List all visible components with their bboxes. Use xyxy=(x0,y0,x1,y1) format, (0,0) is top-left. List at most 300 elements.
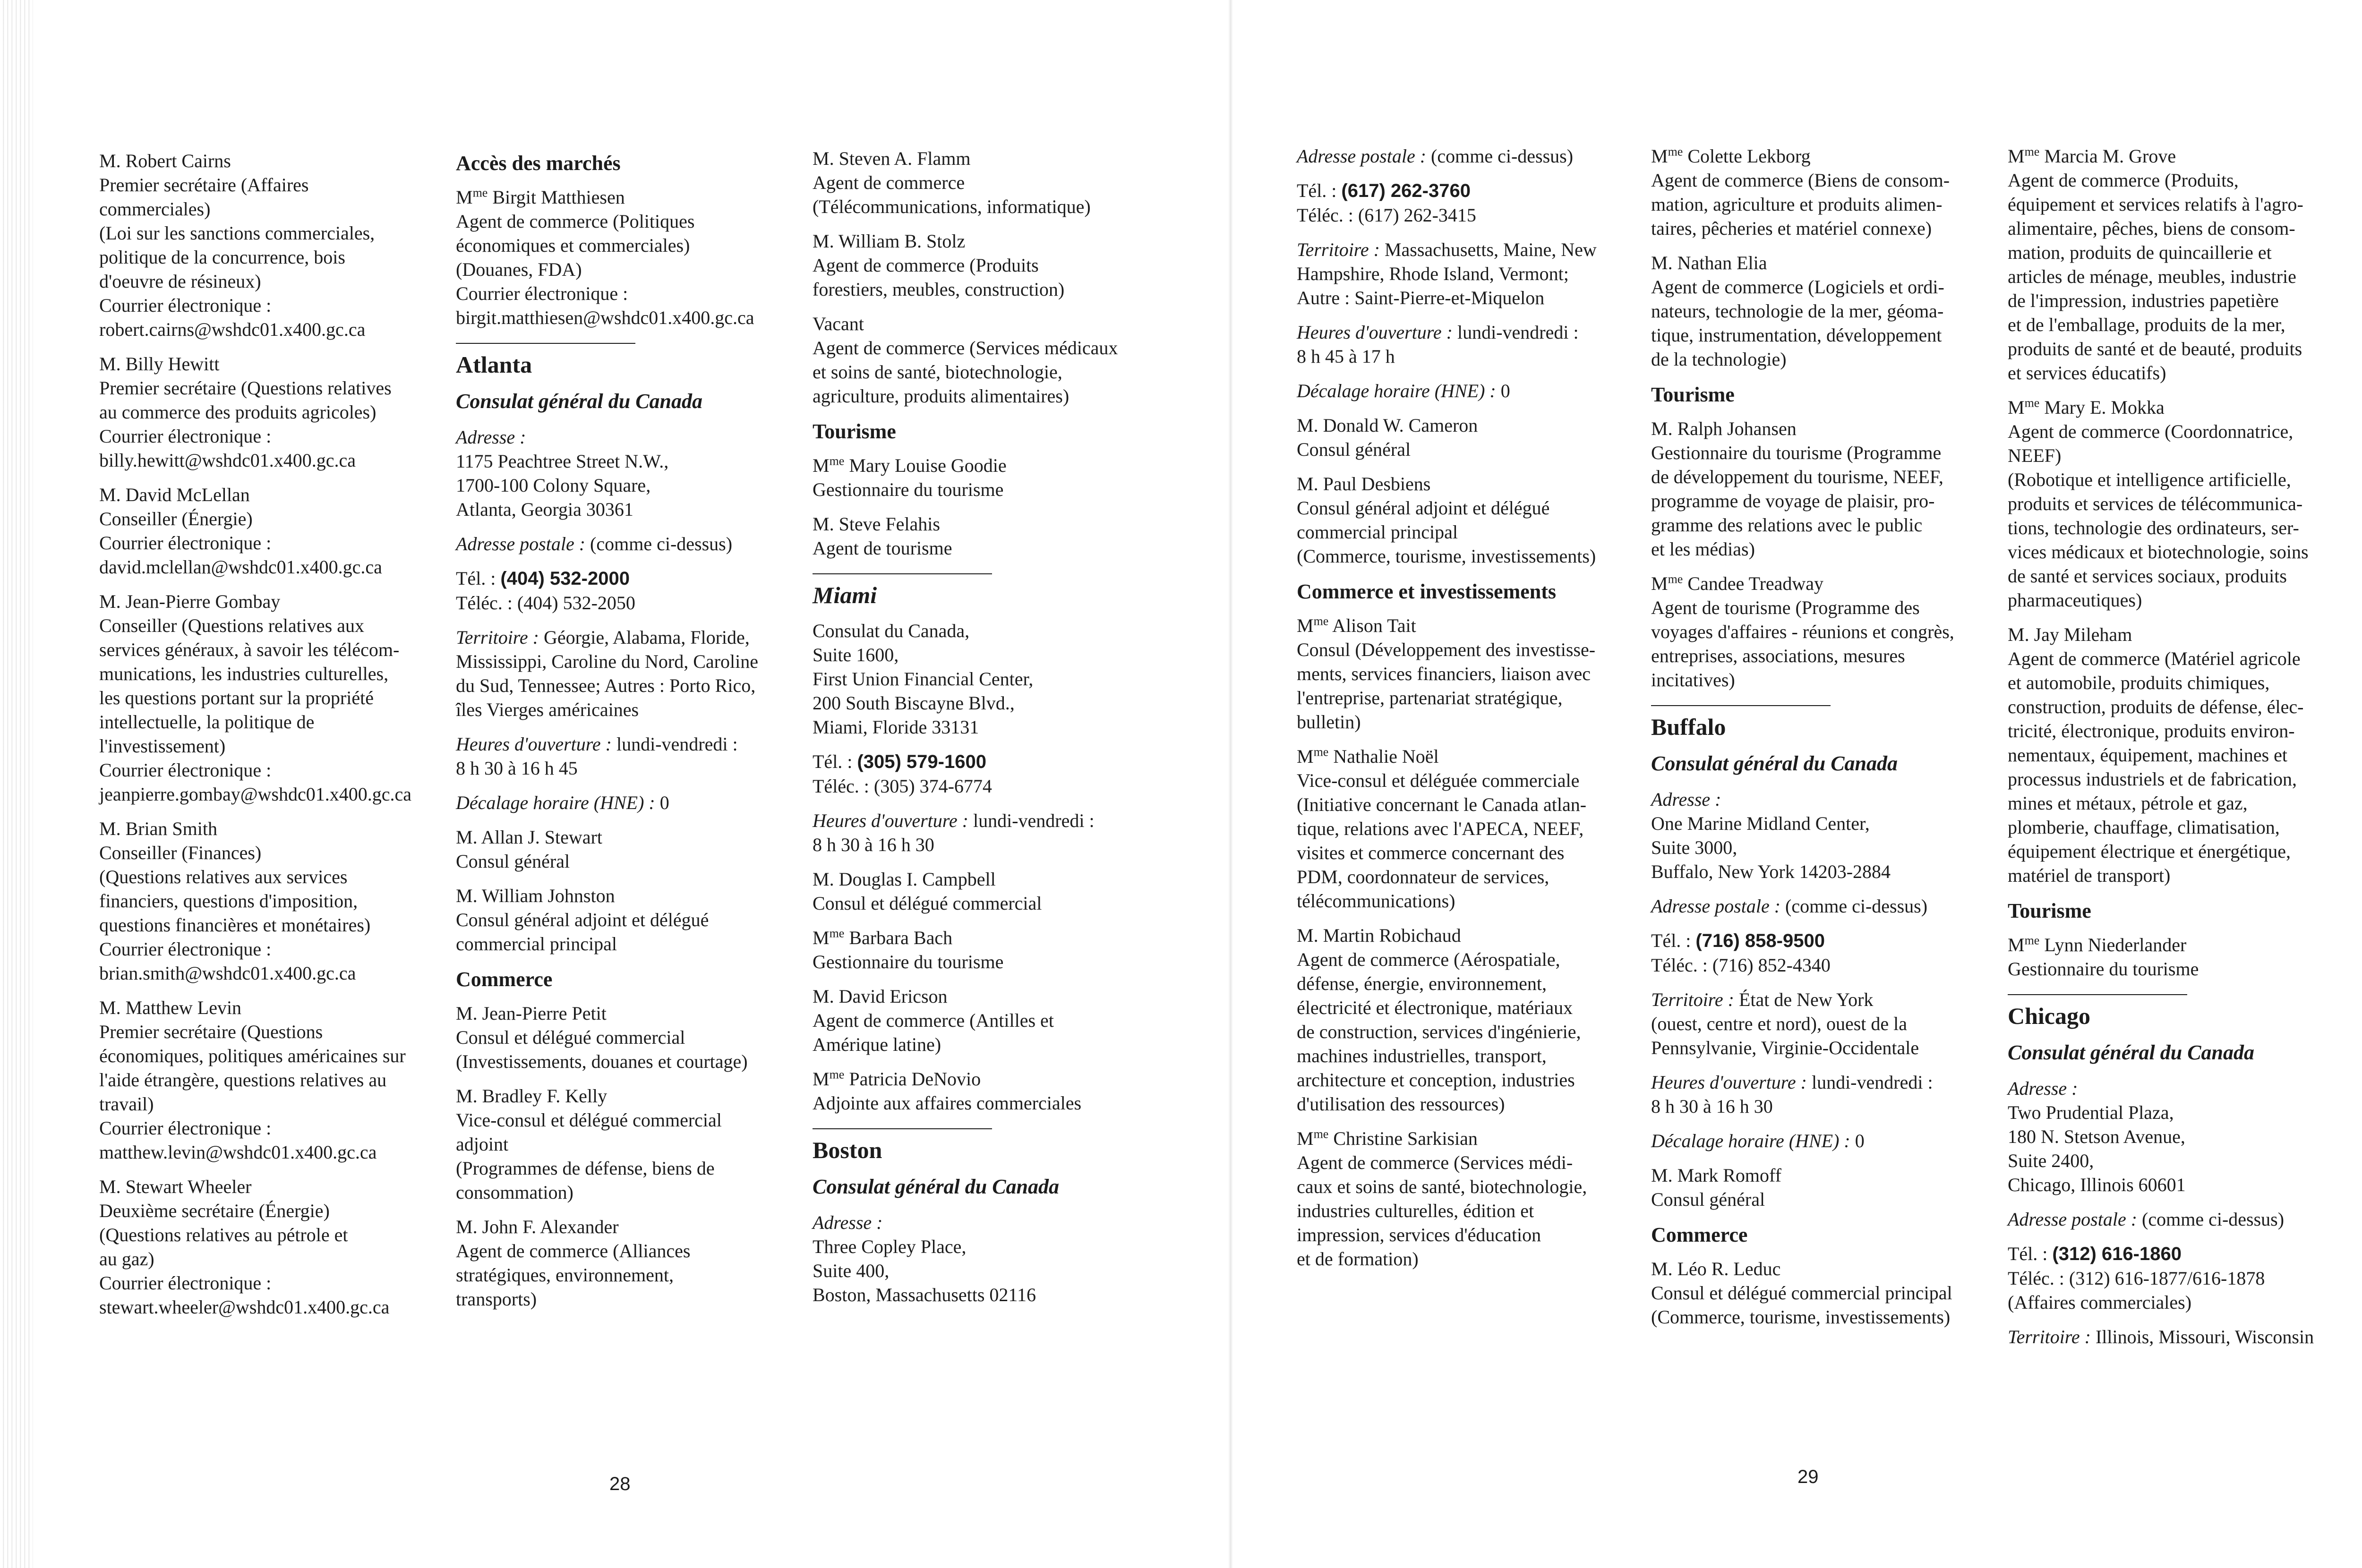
name-text: M. Martin Robichaud xyxy=(1297,925,1461,946)
tz-label: Décalage horaire (HNE) : xyxy=(456,792,655,813)
postal-value: (comme ci-dessus) xyxy=(2137,1209,2285,1230)
list-item xyxy=(99,483,439,579)
postal-label: Adresse postale : xyxy=(1297,145,1427,167)
territory-first-line: Géorgie, Alabama, Floride, xyxy=(539,627,750,648)
list-item xyxy=(1651,1257,1991,1329)
hours-value: lundi-vendredi : xyxy=(968,810,1095,831)
list-item xyxy=(456,884,796,956)
text-line: incitatives) xyxy=(1651,669,1735,690)
title-sup: me xyxy=(829,454,845,468)
hours-value: lundi-vendredi : xyxy=(1806,1072,1933,1093)
text-line: Consulat du Canada, xyxy=(813,620,970,641)
text-line: Gestionnaire du tourisme (Programme xyxy=(1651,442,1942,463)
text-line: de construction, services d'ingénierie, xyxy=(1297,1021,1581,1042)
text-line: Courrier électronique : xyxy=(99,1117,272,1139)
list-item xyxy=(1297,614,1637,734)
left-page-column-2 xyxy=(456,150,796,1321)
text-line: Agent de commerce (Alliances xyxy=(456,1240,691,1261)
territory-block xyxy=(456,625,796,722)
text-line: matériel de transport) xyxy=(2008,865,2171,886)
list-item xyxy=(813,926,1153,974)
person-name xyxy=(2008,933,2348,957)
text-line: Courrier électronique : xyxy=(99,759,272,781)
list-item xyxy=(813,453,1153,502)
address-lines xyxy=(813,1235,1153,1307)
tz-value: 0 xyxy=(1850,1130,1865,1151)
staff-list xyxy=(1651,1163,1991,1211)
text-line: tique, relations avec l'APECA, NEEF, xyxy=(1297,818,1584,839)
text-line: et automobile, produits chimiques, xyxy=(2008,672,2270,693)
text-line: Premier secrétaire (Questions relatives xyxy=(99,377,392,399)
text-line: Pennsylvanie, Virginie-Occidentale xyxy=(1651,1037,1919,1058)
address-lines xyxy=(813,619,1153,739)
text-line: financiers, questions d'imposition, xyxy=(99,890,358,912)
text-line: et de l'emballage, produits de la mer, xyxy=(2008,314,2285,335)
name-text: M. Steve Felahis xyxy=(813,513,940,535)
text-line: Suite 2400, xyxy=(2008,1150,2094,1171)
book-gutter xyxy=(1228,0,1233,1568)
text-line: birgit.matthiesen@wshdc01.x400.gc.ca xyxy=(456,307,754,328)
text-line: Consul général adjoint et délégué xyxy=(456,909,709,930)
text-line: M. Jean-Pierre Gombay xyxy=(99,591,281,612)
consulate-heading: Consulat général du Canada xyxy=(456,390,703,413)
text-line: munications, les industries culturelles, xyxy=(99,663,389,684)
text-line: vices médicaux et biotechnologie, soins xyxy=(2008,541,2309,562)
text-line: Autre : Saint-Pierre-et-Miquelon xyxy=(1297,287,1545,308)
text-line: Mississippi, Caroline du Nord, Caroline xyxy=(456,651,758,672)
text-line: travail) xyxy=(99,1093,154,1115)
text-line: Agent de commerce (Biens de consom- xyxy=(1651,170,1950,191)
text-line: M. Allan J. Stewart xyxy=(456,827,602,848)
text-line: îles Vierges américaines xyxy=(456,699,639,720)
person-name xyxy=(1297,1126,1637,1150)
text-line: entreprises, associations, mesures xyxy=(1651,645,1905,666)
hours-block xyxy=(1651,1070,1991,1118)
list-item xyxy=(2008,395,2348,612)
page-number: 28 xyxy=(609,1474,631,1494)
contact-block xyxy=(456,566,796,615)
title: M xyxy=(1651,145,1668,167)
text-line: commerciales) xyxy=(99,198,211,220)
text-line: Consul général adjoint et délégué xyxy=(1297,497,1550,519)
address-block xyxy=(1651,787,1991,884)
text-line: Consul général xyxy=(1297,439,1411,460)
text-line: Vacant xyxy=(813,313,864,334)
title-sup: me xyxy=(829,1067,845,1082)
text-line: et services éducatifs) xyxy=(2008,362,2166,383)
person-name xyxy=(1297,614,1637,638)
address-label: Adresse : xyxy=(1651,789,1721,810)
text-line: Consul et délégué commercial principal xyxy=(1651,1282,1952,1304)
right-page-column-1 xyxy=(1297,144,1637,1281)
person-name xyxy=(1651,144,1991,168)
person-name xyxy=(813,926,1153,950)
tel-label: Tél. : xyxy=(813,751,857,772)
consulate-heading: Consulat général du Canada xyxy=(813,1175,1060,1198)
text-line: architecture et conception, industries xyxy=(1297,1069,1575,1091)
text-line: Suite 1600, xyxy=(813,644,899,665)
fax-line: Téléc. : (404) 532-2050 xyxy=(456,592,635,614)
text-line: tique, instrumentation, développement xyxy=(1651,324,1942,346)
text-line: M. Matthew Levin xyxy=(99,997,242,1018)
tz-value: 0 xyxy=(1496,380,1510,401)
tel-value: (404) 532-2000 xyxy=(500,568,630,589)
text-line: M. Léo R. Leduc xyxy=(1651,1258,1781,1279)
territory-lines xyxy=(456,649,796,722)
text-line: One Marine Midland Center, xyxy=(1651,813,1870,834)
text-line: 1175 Peachtree Street N.W., xyxy=(456,451,669,472)
text-line: mation, agriculture et produits alimen- xyxy=(1651,194,1943,215)
text-line: M. William Johnston xyxy=(456,885,615,906)
text-line: Gestionnaire du tourisme xyxy=(813,479,1004,500)
name-text: M. David Ericson xyxy=(813,986,948,1007)
title: M xyxy=(456,187,473,208)
section-rule xyxy=(813,573,992,574)
text-line: Buffalo, New York 14203-2884 xyxy=(1651,861,1891,882)
section-heading-access: Accès des marchés xyxy=(456,152,621,175)
list-item xyxy=(1651,251,1991,371)
text-line: M. John F. Alexander xyxy=(456,1216,619,1237)
text-line: alimentaire, pêches, biens de consom- xyxy=(2008,218,2295,239)
city-heading-miami: Miami xyxy=(813,582,877,608)
text-line: pharmaceutiques) xyxy=(2008,589,2142,611)
section-heading-commerce: Commerce xyxy=(456,968,553,991)
title: M xyxy=(1297,746,1314,767)
address-lines xyxy=(2008,1100,2348,1197)
tel-label: Tél. : xyxy=(456,568,501,589)
commerce-list xyxy=(456,1001,796,1311)
section-rule xyxy=(1651,705,1831,706)
hours-label: Heures d'ouverture : xyxy=(456,733,612,755)
territory-block xyxy=(1297,238,1637,310)
list-item xyxy=(99,589,439,806)
text-line: questions financières et monétaires) xyxy=(99,914,371,936)
list-item xyxy=(99,149,439,341)
person-name xyxy=(1297,744,1637,768)
hours-times: 8 h 30 à 16 h 30 xyxy=(1651,1096,1773,1117)
text-line: M. Donald W. Cameron xyxy=(1297,415,1478,436)
text-line: (Initiative concernant le Canada atlan- xyxy=(1297,794,1587,815)
list-item xyxy=(813,312,1153,408)
address-label: Adresse : xyxy=(813,1212,883,1233)
text-line: agriculture, produits alimentaires) xyxy=(813,385,1070,407)
postal-value: (comme ci-dessus) xyxy=(1426,145,1574,167)
text-line: M. Billy Hewitt xyxy=(99,353,220,375)
person-name xyxy=(1651,571,1991,596)
text-line: Deuxième secrétaire (Énergie) xyxy=(99,1200,330,1221)
title: M xyxy=(813,927,830,948)
text-line: Courrier électronique : xyxy=(99,532,272,554)
text-line: M. Mark Romoff xyxy=(1651,1165,1781,1186)
tel-label: Tél. : xyxy=(2008,1243,2053,1264)
text-line: 180 N. Stetson Avenue, xyxy=(2008,1126,2185,1147)
postal-value: (comme ci-dessus) xyxy=(585,533,733,554)
city-heading-atlanta: Atlanta xyxy=(456,351,532,378)
title-sup: me xyxy=(1313,745,1329,759)
list-item xyxy=(1297,1126,1637,1271)
list-item xyxy=(813,867,1153,915)
hours-block xyxy=(456,732,796,780)
text-line: taires, pêcheries et matériel connexe) xyxy=(1651,218,1932,239)
text-line: Agent de commerce (Matériel agricole xyxy=(2008,648,2301,669)
text-line: Three Copley Place, xyxy=(813,1236,967,1257)
text-line: de la technologie) xyxy=(1651,349,1787,370)
text-line: (Commerce, tourisme, investissements) xyxy=(1297,545,1596,567)
address-block xyxy=(2008,1076,2348,1197)
text-line: Courrier électronique : xyxy=(99,938,272,960)
name-text: Mary E. Mokka xyxy=(2039,397,2165,418)
tz-value: 0 xyxy=(655,792,669,813)
title-sup: me xyxy=(2024,396,2040,410)
text-line: Agent de commerce (Politiques xyxy=(456,211,695,232)
text-line: intellectuelle, la politique de xyxy=(99,711,315,733)
person-name xyxy=(813,512,1153,536)
commerce-list xyxy=(1651,1257,1991,1329)
staff-list xyxy=(813,867,1153,1115)
text-line: (ouest, centre et nord), ouest de la xyxy=(1651,1013,1908,1034)
postal-label: Adresse postale : xyxy=(2008,1209,2138,1230)
text-line: l'aide étrangère, questions relatives au xyxy=(99,1069,387,1091)
name-text: M. Nathan Elia xyxy=(1651,252,1767,273)
territory-first-line: Massachusetts, Maine, New xyxy=(1379,239,1597,260)
text-line: Agent de commerce (Logiciels et ordi- xyxy=(1651,276,1944,298)
section-rule xyxy=(813,1128,992,1129)
text-line: M. Steven A. Flamm xyxy=(813,148,971,169)
tel-value: (617) 262-3760 xyxy=(1341,180,1471,201)
text-line: d'utilisation des ressources) xyxy=(1297,1093,1505,1115)
person-name xyxy=(2008,144,2348,168)
text-line: politique de la concurrence, bois xyxy=(99,247,345,268)
text-line: au commerce des produits agricoles) xyxy=(99,401,377,423)
list-item xyxy=(1297,744,1637,913)
text-line: et de formation) xyxy=(1297,1248,1419,1270)
text-line: brian.smith@wshdc01.x400.gc.ca xyxy=(99,963,356,984)
section-heading-commerce: Commerce xyxy=(1651,1223,1748,1246)
text-line: Amérique latine) xyxy=(813,1034,941,1055)
territory-lines xyxy=(1651,1012,1991,1060)
text-line: économiques, politiques américaines sur xyxy=(99,1045,406,1066)
list-item xyxy=(456,1215,796,1311)
text-line: PDM, coordonnateur de services, xyxy=(1297,866,1549,887)
text-line: billy.hewitt@wshdc01.x400.gc.ca xyxy=(99,450,356,471)
text-line: (Douanes, FDA) xyxy=(456,259,582,280)
section-heading-commerce-investments: Commerce et investissements xyxy=(1297,580,1557,603)
person-name xyxy=(1297,923,1637,947)
postal-address xyxy=(1297,144,1637,168)
text-line: Boston, Massachusetts 02116 xyxy=(813,1284,1036,1305)
text-line: voyages d'affaires - réunions et congrès, xyxy=(1651,621,1954,642)
text-line: M. Bradley F. Kelly xyxy=(456,1085,608,1107)
text-line: M. Stewart Wheeler xyxy=(99,1176,252,1197)
text-line: construction, produits de défense, élec- xyxy=(2008,696,2304,717)
postal-address xyxy=(456,532,796,556)
text-line: économiques et commerciales) xyxy=(456,235,690,256)
text-line: M. Paul Desbiens xyxy=(1297,473,1431,494)
name-text: Nathalie Noël xyxy=(1328,746,1439,767)
text-line: Agent de tourisme (Programme des xyxy=(1651,597,1920,618)
text-line: processus industriels et de fabrication, xyxy=(2008,768,2297,790)
fax-line: Téléc. : (617) 262-3415 xyxy=(1297,205,1476,226)
text-line: nateurs, technologie de la mer, géoma- xyxy=(1651,300,1944,322)
territory-lines xyxy=(1297,262,1637,310)
consulate-heading: Consulat général du Canada xyxy=(2008,1041,2255,1064)
text-line: l'investissement) xyxy=(99,735,226,757)
list-item xyxy=(2008,622,2348,887)
address-lines xyxy=(1651,811,1991,884)
text-line: les questions portant sur la propriété xyxy=(99,687,374,708)
text-line: articles de ménage, meubles, industrie xyxy=(2008,266,2296,287)
text-line: Agent de commerce (Aérospatiale, xyxy=(1297,949,1560,970)
section-heading-tourism: Tourisme xyxy=(1651,383,1735,406)
list-item xyxy=(99,996,439,1164)
fax-line: Téléc. : (312) 616-1877/616-1878 xyxy=(2008,1268,2265,1289)
fax-line: Téléc. : (716) 852-4340 xyxy=(1651,954,1831,976)
staff-list xyxy=(456,825,796,956)
text-line: d'oeuvre de résineux) xyxy=(99,271,261,292)
territory-block xyxy=(2008,1325,2348,1349)
text-line: Atlanta, Georgia 30361 xyxy=(456,499,633,520)
postal-address xyxy=(1651,894,1991,918)
text-line: de santé et services sociaux, produits xyxy=(2008,565,2287,587)
list-item xyxy=(456,1001,796,1074)
text-line: Agent de commerce (Antilles et xyxy=(813,1010,1054,1031)
text-line: stratégiques, environnement, xyxy=(456,1264,674,1286)
timezone-line xyxy=(1651,1129,1991,1153)
section-rule xyxy=(2008,994,2187,995)
text-line: M. Brian Smith xyxy=(99,818,218,839)
person-name xyxy=(813,984,1153,1008)
name-text: Lynn Niederlander xyxy=(2039,934,2187,955)
staff-list xyxy=(1297,413,1637,568)
territory-label: Territoire : xyxy=(456,627,539,648)
text-line: mation, produits de quincaillerie et xyxy=(2008,242,2272,263)
hours-value: lundi-vendredi : xyxy=(611,733,738,755)
text-line: (Questions relatives aux services xyxy=(99,866,348,887)
text-line: machines industrielles, transport, xyxy=(1297,1045,1547,1066)
tel-label: Tél. : xyxy=(1297,180,1342,201)
list-item xyxy=(2008,933,2348,981)
fax-note: (Affaires commerciales) xyxy=(2008,1292,2192,1313)
text-line: Suite 400, xyxy=(813,1260,890,1281)
title: M xyxy=(813,455,830,476)
name-text: Mary Louise Goodie xyxy=(844,455,1007,476)
list-item xyxy=(99,1175,439,1319)
tourism-list xyxy=(2008,933,2348,981)
text-line: produits de santé et de beauté, produits xyxy=(2008,338,2302,359)
list-item xyxy=(1297,413,1637,461)
text-line: mines et métaux, pétrole et gaz, xyxy=(2008,793,2248,814)
text-line: jeanpierre.gombay@wshdc01.x400.gc.ca xyxy=(99,784,412,805)
tz-label: Décalage horaire (HNE) : xyxy=(1651,1130,1850,1151)
city-heading-buffalo: Buffalo xyxy=(1651,714,1726,740)
address-block xyxy=(813,1210,1153,1307)
contact-block xyxy=(1651,929,1991,977)
person-name xyxy=(813,1067,1153,1091)
left-page-column-1 xyxy=(99,149,439,1329)
text-line: industries culturelles, édition et xyxy=(1297,1200,1534,1221)
title: M xyxy=(2008,934,2025,955)
contact-block xyxy=(813,750,1153,798)
text-line: impression, services d'éducation xyxy=(1297,1224,1541,1245)
text-line: Conseiller (Questions relatives aux xyxy=(99,615,364,636)
territory-label: Territoire : xyxy=(1297,239,1380,260)
left-page-column-3 xyxy=(813,146,1153,1317)
territory-first-line: État de New York xyxy=(1734,989,1874,1010)
staff-list xyxy=(2008,144,2348,887)
text-line: caux et soins de santé, biotechnologie, xyxy=(1297,1176,1587,1197)
text-line: Miami, Floride 33131 xyxy=(813,716,979,738)
name-text: Candee Treadway xyxy=(1683,573,1824,594)
text-line: 200 South Biscayne Blvd., xyxy=(813,692,1015,714)
section-rule xyxy=(456,343,635,344)
text-line: services généraux, à savoir les télécom- xyxy=(99,639,400,660)
timezone-line xyxy=(456,791,796,815)
text-line: commercial principal xyxy=(456,933,617,954)
text-line: Consul général xyxy=(1651,1189,1765,1210)
text-line: Adjointe aux affaires commerciales xyxy=(813,1092,1082,1114)
title: M xyxy=(2008,145,2025,167)
text-line: plomberie, chauffage, climatisation, xyxy=(2008,817,2280,838)
text-line: Agent de commerce xyxy=(813,172,965,193)
text-line: Agent de commerce (Produits xyxy=(813,255,1039,276)
text-line: Vice-consul et délégué commercial xyxy=(456,1109,722,1131)
text-line: M. Robert Cairns xyxy=(99,150,231,171)
text-line: visites et commerce concernant des xyxy=(1297,842,1565,863)
title-sup: me xyxy=(1313,1127,1329,1141)
title: M xyxy=(1297,615,1314,636)
text-line: de l'impression, industries papetière xyxy=(2008,290,2279,311)
address-label: Adresse : xyxy=(456,426,526,448)
text-line: bulletin) xyxy=(1297,711,1361,733)
hours-label: Heures d'ouverture : xyxy=(813,810,968,831)
tel-value: (716) 858-9500 xyxy=(1695,930,1825,951)
text-line: de développement du tourisme, NEEF, xyxy=(1651,466,1943,487)
list-item xyxy=(813,512,1153,560)
person-name xyxy=(1651,251,1991,275)
text-line: programme de voyage de plaisir, pro- xyxy=(1651,490,1935,511)
page-number: 29 xyxy=(1797,1466,1819,1487)
person-name xyxy=(1651,417,1991,441)
hours-block xyxy=(1297,320,1637,368)
text-line: NEEF) xyxy=(2008,445,2062,466)
text-line: transports) xyxy=(456,1288,537,1310)
person-name: Birgit Matthiesen xyxy=(488,187,625,208)
text-line: Consul et délégué commercial xyxy=(456,1027,685,1048)
text-line: Conseiller (Finances) xyxy=(99,842,262,863)
title-sup: me xyxy=(1313,614,1329,628)
text-line: et soins de santé, biotechnologie, xyxy=(813,361,1062,383)
tourism-list xyxy=(1651,417,1991,692)
text-line: Agent de tourisme xyxy=(813,537,952,559)
title-sup: me xyxy=(2024,933,2040,947)
text-line: du Sud, Tennessee; Autres : Porto Rico, xyxy=(456,675,756,696)
title-sup: me xyxy=(829,926,845,940)
text-line: au gaz) xyxy=(99,1248,154,1270)
text-line: M. Jean-Pierre Petit xyxy=(456,1003,607,1024)
list-item xyxy=(456,1084,796,1204)
text-line: télécommunications) xyxy=(1297,890,1455,912)
territory-block xyxy=(1651,988,1991,1060)
text-line: (Investissements, douanes et courtage) xyxy=(456,1051,748,1072)
text-line: l'entreprise, partenariat stratégique, xyxy=(1297,687,1563,708)
name-text: M. Douglas I. Campbell xyxy=(813,869,996,890)
text-line: gramme des relations avec le public xyxy=(1651,514,1923,536)
text-line: Suite 3000, xyxy=(1651,837,1737,858)
text-line: Consul général xyxy=(456,851,570,872)
text-line: First Union Financial Center, xyxy=(813,668,1034,690)
person-name xyxy=(813,453,1153,477)
staff-list xyxy=(813,146,1153,408)
